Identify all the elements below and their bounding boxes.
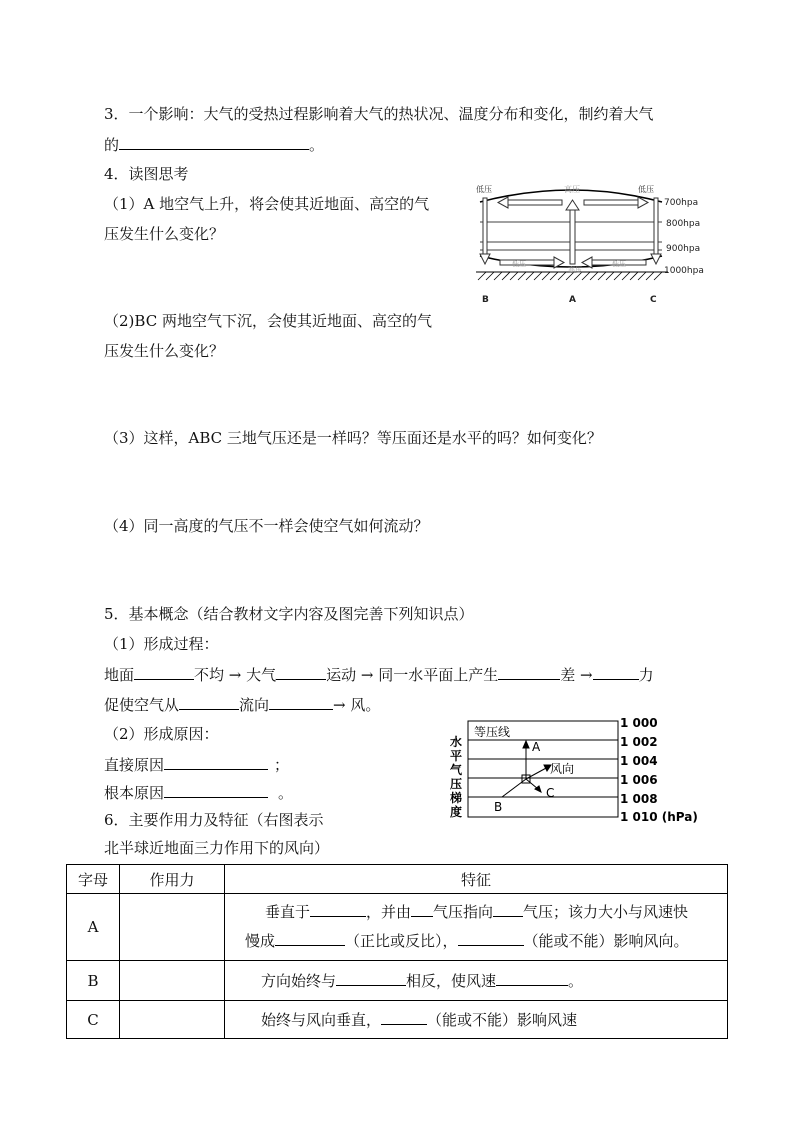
- rowA-t6: （正比或反比），: [345, 932, 458, 950]
- label-ground-mid: 高压: [568, 266, 582, 274]
- label-low-right: 低压: [638, 185, 654, 194]
- q4-p2-line1: （2)BC 两地空气下沉，会使其近地面、高空的气: [104, 312, 432, 330]
- blank-B1[interactable]: [336, 970, 406, 986]
- q3-prefix: 的: [104, 136, 120, 154]
- table-row: [67, 1001, 728, 1039]
- arrow-down-B-head: [480, 254, 490, 264]
- q5-sub1: （1）形成过程：: [104, 635, 219, 653]
- pressure-1010: 1 010 (hPa): [620, 810, 698, 824]
- q4-title: 4．读图思考: [104, 165, 189, 183]
- rowA-t1: 垂直于: [265, 903, 311, 921]
- table-row: [67, 894, 728, 961]
- side-label-4: 梯: [450, 791, 463, 805]
- label-high: 高压: [564, 185, 580, 194]
- q3-suffix: 。: [309, 136, 325, 154]
- direct-label: 直接原因: [104, 756, 165, 774]
- q5-direct: [104, 754, 289, 775]
- q4-p1-line2: 压发生什么变化？: [104, 225, 225, 243]
- q4-p2-line2: 压发生什么变化？: [104, 342, 225, 360]
- rowB-t1: 方向始终与: [261, 971, 337, 990]
- label-ground-left: 低压: [512, 260, 526, 268]
- blank-to[interactable]: [269, 694, 333, 710]
- arrow-B: [502, 779, 526, 797]
- q5-flow2: [104, 694, 380, 715]
- root-label: 根本原因: [104, 784, 165, 802]
- flow2-c: → 风。: [333, 696, 381, 714]
- rowC-t1: 始终与风向垂直，: [261, 1010, 382, 1029]
- blank-from[interactable]: [179, 694, 239, 710]
- flow1-c: 运动 → 同一水平面上产生: [326, 666, 499, 684]
- q3-blank[interactable]: [119, 134, 309, 150]
- letter-A: A: [532, 740, 541, 754]
- row-B-force-cell[interactable]: [120, 961, 225, 1001]
- point-C: C: [650, 295, 657, 305]
- blank-root[interactable]: [164, 782, 268, 798]
- wind-label: 风向: [550, 762, 575, 776]
- blank-A3[interactable]: [493, 901, 523, 917]
- row-A-force-cell[interactable]: [120, 894, 225, 961]
- flow2-a: 促使空气从: [104, 696, 180, 714]
- point-A: A: [569, 295, 576, 305]
- pressure-label-700: 700hpa: [664, 198, 699, 208]
- blank-diff[interactable]: [498, 664, 560, 680]
- q5-sub2: （2）形成原因：: [104, 725, 219, 743]
- flow1-a: 地面: [104, 666, 135, 684]
- q5-root: [104, 782, 293, 803]
- pressure-1006: 1 006: [620, 773, 658, 787]
- root-end: 。: [278, 784, 294, 802]
- letter-B: B: [494, 800, 503, 814]
- arrow-down-C: [654, 198, 658, 256]
- force-feature-table: [66, 864, 728, 1039]
- flow2-b: 流向: [239, 696, 270, 714]
- pressure-label-1000: 1000hpa: [664, 266, 704, 276]
- blank-direct[interactable]: [164, 754, 268, 770]
- arrow-up-A: [570, 208, 575, 264]
- blank-A4[interactable]: [275, 930, 345, 946]
- pressure-1000: 1 000: [620, 716, 658, 730]
- arrow-up-A-head: [566, 200, 579, 210]
- row-B-letter: B: [67, 961, 120, 1001]
- blank-A2[interactable]: [411, 901, 433, 917]
- q3-line2: [104, 134, 324, 155]
- blank-B2[interactable]: [496, 970, 568, 986]
- arrow-wind: [526, 767, 548, 779]
- q4-p4: （4）同一高度的气压不一样会使空气如何流动？: [104, 517, 429, 535]
- side-label-3: 压: [450, 777, 463, 791]
- side-label-1: 平: [450, 749, 463, 763]
- q5-title: 5．基本概念（结合教材文字内容及图完善下列知识点）: [104, 605, 474, 623]
- table-row: [67, 961, 728, 1001]
- point-B: B: [482, 295, 489, 305]
- pressure-label-900: 900hpa: [666, 244, 701, 254]
- q6-line1: 6．主要作用力及特征（右图表示: [104, 811, 324, 829]
- blank-ground[interactable]: [134, 664, 194, 680]
- q4-p1-line1: （1）A 地空气上升，将会使其近地面、高空的气: [104, 195, 430, 213]
- rowB-t2: 相反，使风速: [406, 971, 497, 990]
- blank-atmos[interactable]: [276, 664, 326, 680]
- side-label-5: 度: [450, 805, 463, 819]
- flow1-d: 差 →: [560, 666, 593, 684]
- side-label-2: 气: [450, 763, 463, 777]
- header-letter: 字母: [67, 865, 120, 894]
- pressure-diagram: [472, 180, 712, 310]
- label-low-left: 低压: [476, 185, 492, 194]
- pressure-1004: 1 004: [620, 754, 658, 768]
- blank-A5[interactable]: [458, 930, 524, 946]
- pressure-label-800: 800hpa: [666, 219, 701, 229]
- label-ground-right: 低压: [612, 260, 626, 268]
- row-A-letter: A: [67, 894, 120, 961]
- row-C-feature: [225, 1001, 728, 1039]
- rowA-t4: 气压；该力大小与风速快: [523, 903, 689, 921]
- wind-force-diagram: [444, 715, 714, 825]
- rowC-t2: （能或不能）影响风速: [427, 1010, 578, 1029]
- pressure-1002: 1 002: [620, 735, 658, 749]
- q6-line2: 北半球近地面三力作用下的风向）: [104, 839, 330, 857]
- header-force: 作用力: [120, 865, 225, 894]
- q5-flow1: [104, 664, 654, 685]
- arrow-down-B: [483, 198, 487, 256]
- q4-p3: （3）这样，ABC 三地气压还是一样吗？等压面还是水平的吗？如何变化？: [104, 429, 602, 447]
- letter-C: C: [546, 786, 555, 800]
- pressure-1008: 1 008: [620, 792, 658, 806]
- direct-end: ；: [274, 756, 290, 774]
- flow1-b: 不均 → 大气: [194, 666, 277, 684]
- row-A-feature: [225, 894, 728, 961]
- q3-line1: 3．一个影响：大气的受热过程影响着大气的热状况、温度分布和变化，制约着大气: [104, 105, 654, 123]
- row-B-feature: [225, 961, 728, 1001]
- table-header-row: [67, 865, 728, 894]
- row-C-force-cell[interactable]: [120, 1001, 225, 1039]
- rowA-t2: ，并由: [366, 903, 412, 921]
- force-arrows: [502, 741, 551, 797]
- header-feature: 特征: [225, 865, 728, 894]
- side-label-0: 水: [450, 735, 463, 749]
- isobar-label: 等压线: [474, 725, 511, 739]
- blank-A1[interactable]: [310, 901, 366, 917]
- row-C-letter: C: [67, 1001, 120, 1039]
- blank-C1[interactable]: [381, 1009, 427, 1025]
- rowA-t5: 慢成: [245, 932, 276, 950]
- rowA-t7: （能或不能）影响风向。: [523, 932, 689, 950]
- rowA-t3: 气压指向: [433, 903, 494, 921]
- rowB-t3: 。: [568, 971, 584, 990]
- flow1-e: 力: [638, 666, 654, 684]
- blank-force[interactable]: [593, 664, 639, 680]
